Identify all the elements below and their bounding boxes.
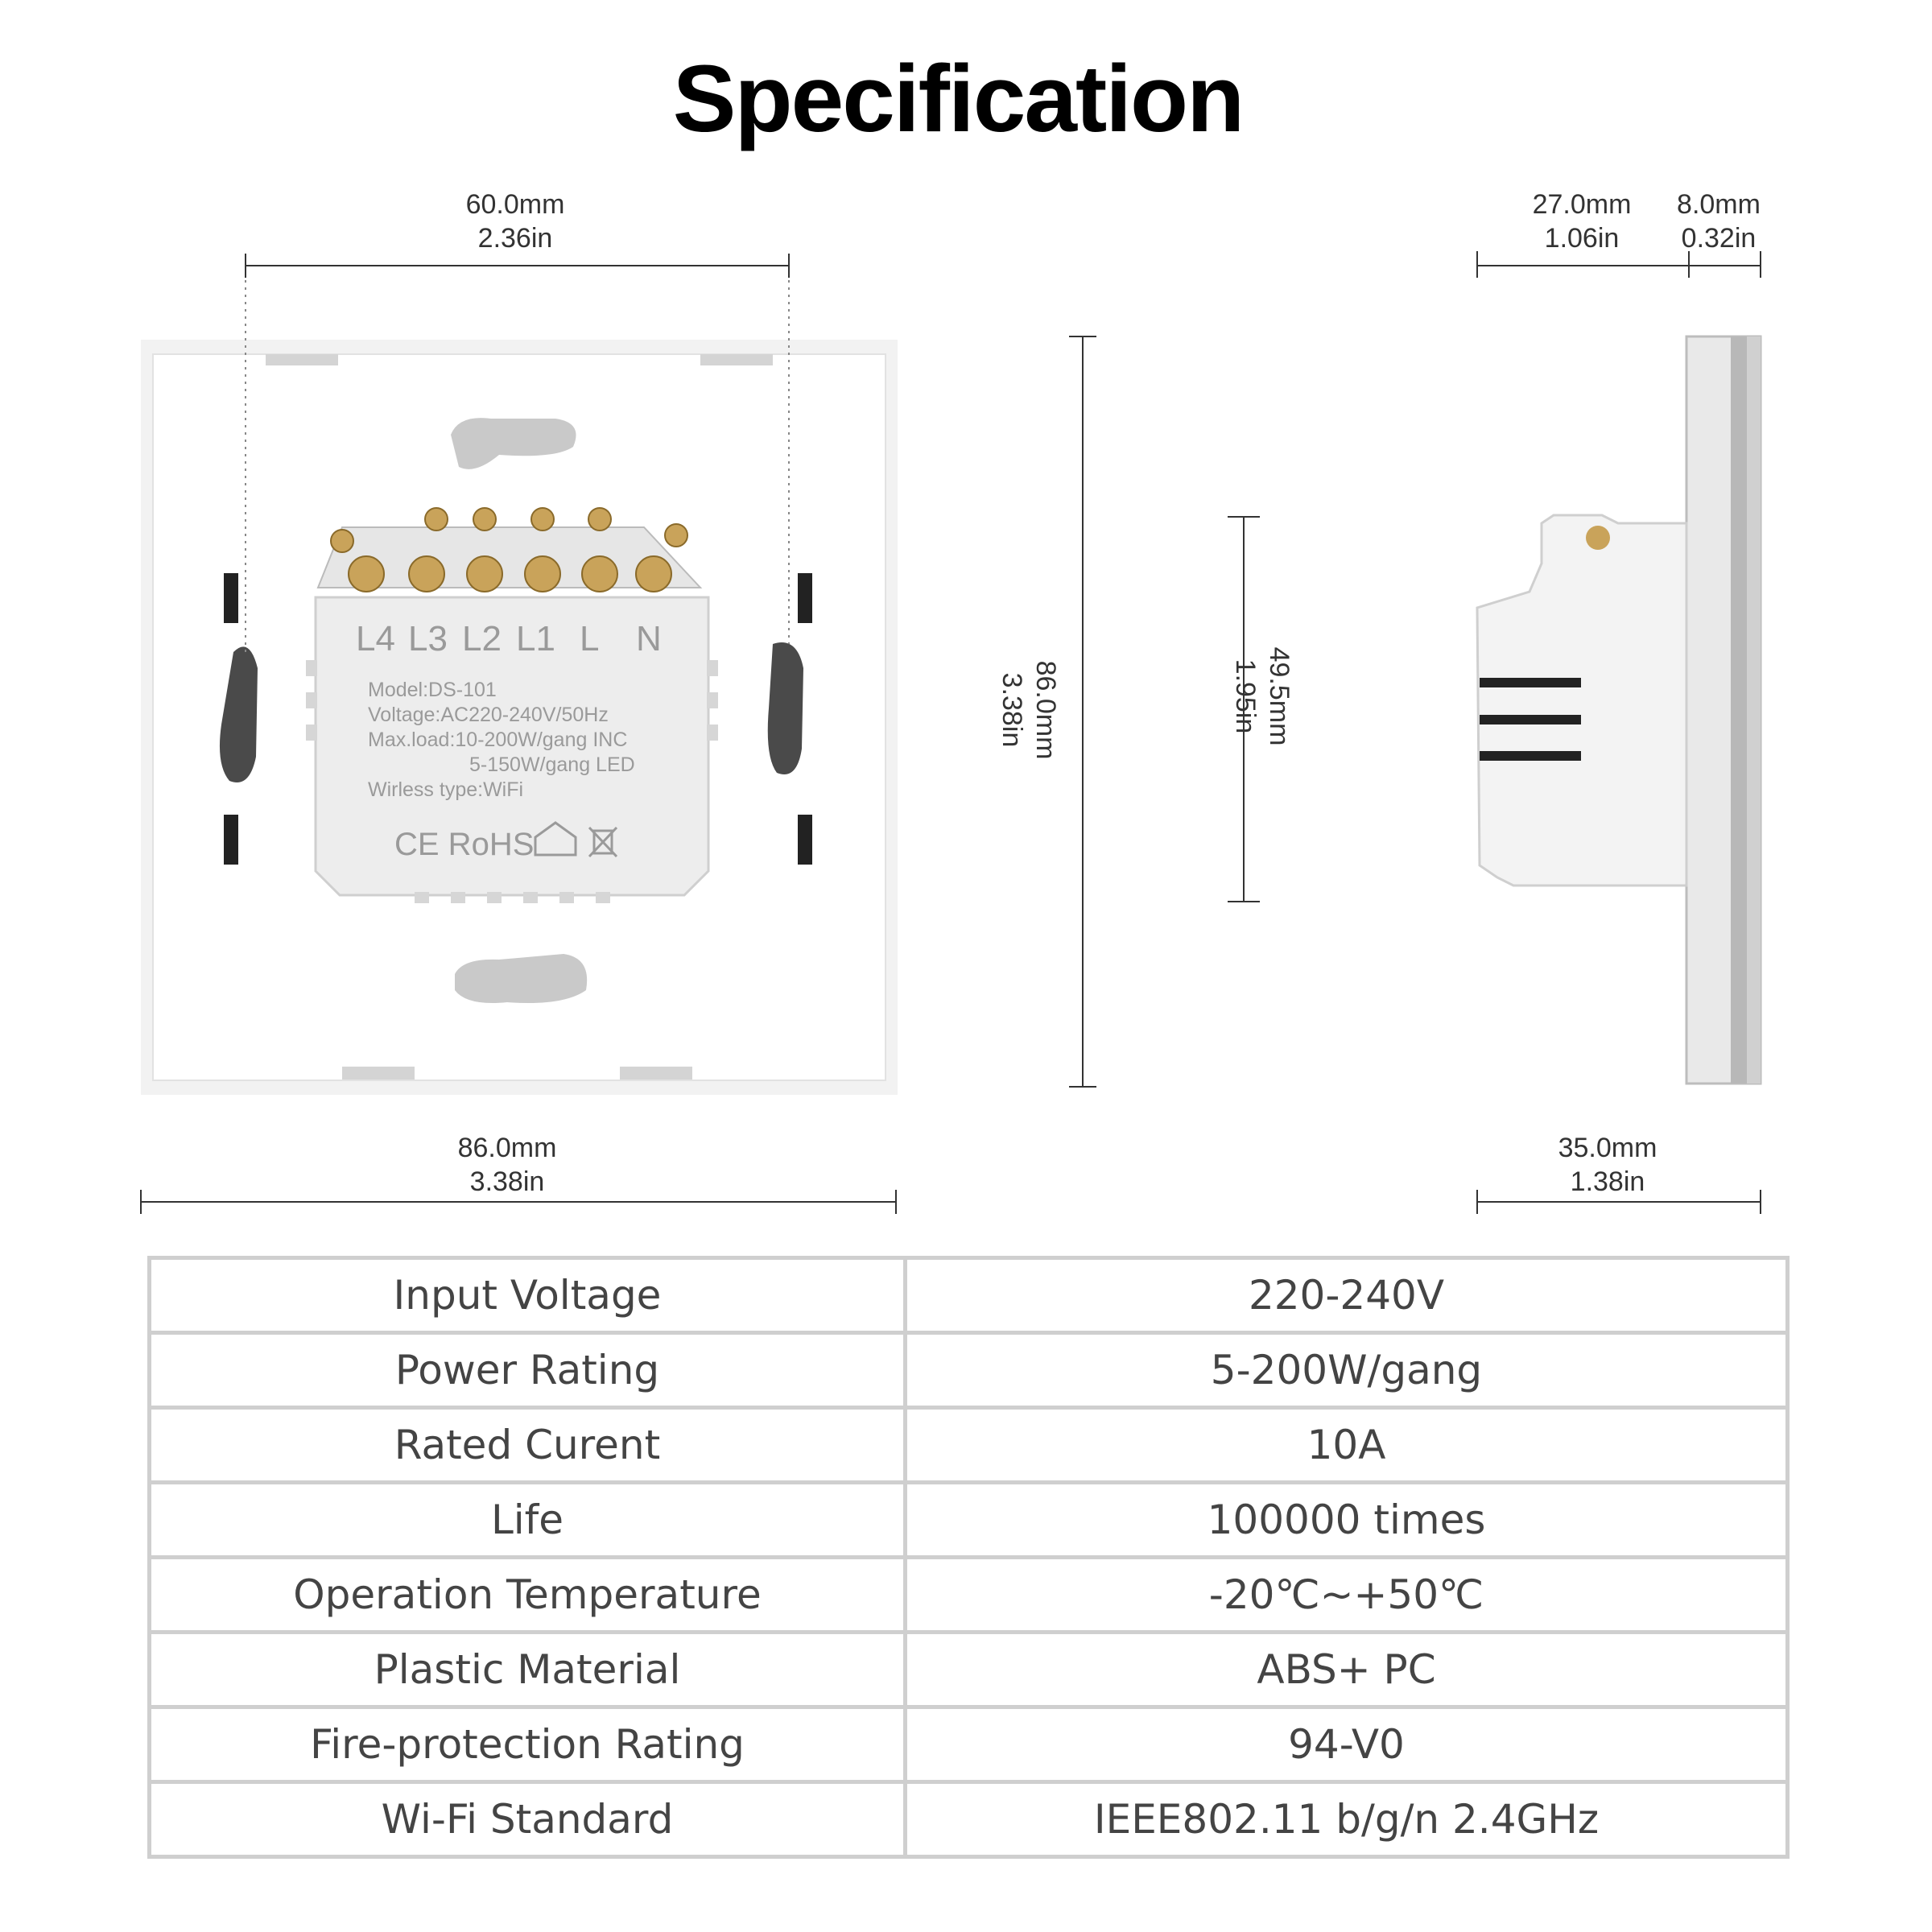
dim-in: 1.06in bbox=[1544, 223, 1620, 254]
table-row bbox=[150, 1258, 1788, 1333]
slot-left-bottom bbox=[224, 815, 238, 865]
dim-mm: 86.0mm bbox=[1030, 660, 1061, 760]
spec-value: -20℃~+50℃ bbox=[906, 1558, 1788, 1633]
terminal-label: L bbox=[580, 619, 600, 658]
spec-key: Operation Temperature bbox=[150, 1558, 906, 1633]
label-maxload-inc: Max.load:10-200W/gang INC bbox=[368, 729, 628, 751]
spec-key: Fire-protection Rating bbox=[150, 1707, 906, 1782]
table-row bbox=[150, 1408, 1788, 1483]
table-row bbox=[150, 1633, 1788, 1707]
label-cert-marks: CE RoHS bbox=[394, 827, 535, 862]
label-wireless: Wirless type:WiFi bbox=[368, 778, 524, 801]
spec-table-body bbox=[150, 1258, 1788, 1857]
spec-value: 5-200W/gang bbox=[906, 1333, 1788, 1408]
terminal-label: L4 bbox=[356, 619, 395, 658]
table-row bbox=[150, 1707, 1788, 1782]
table-row bbox=[150, 1782, 1788, 1857]
terminal-label: L3 bbox=[408, 619, 448, 658]
dim-front-height bbox=[995, 630, 1063, 791]
dim-side-plate-depth bbox=[1654, 188, 1783, 255]
clip-bottom-right bbox=[620, 1067, 692, 1080]
slot-hole-right bbox=[768, 642, 803, 774]
side-terminal-screw bbox=[1586, 526, 1610, 550]
clip-bottom-left bbox=[342, 1067, 415, 1080]
terminal-label: L1 bbox=[516, 619, 555, 658]
spec-value: 220-240V bbox=[906, 1258, 1788, 1333]
dim-side-body-depth bbox=[1501, 188, 1662, 255]
dim-front-hole-width bbox=[435, 188, 596, 255]
dim-in: 2.36in bbox=[477, 223, 553, 254]
label-voltage: Voltage:AC220-240V/50Hz bbox=[368, 704, 609, 726]
front-view bbox=[141, 266, 898, 1095]
weee-bin-icon bbox=[589, 828, 617, 857]
dim-front-width bbox=[427, 1131, 588, 1199]
screw-hole-bottom bbox=[455, 954, 587, 1003]
terminal-label: N bbox=[636, 619, 662, 658]
page-title: Specification bbox=[672, 46, 1244, 152]
spec-key: Power Rating bbox=[150, 1333, 906, 1408]
label-maxload-led: 5-150W/gang LED bbox=[469, 753, 635, 776]
side-view bbox=[1477, 336, 1761, 1084]
spec-key: Plastic Material bbox=[150, 1633, 906, 1707]
dim-mm: 27.0mm bbox=[1532, 189, 1632, 220]
side-body bbox=[1477, 515, 1686, 886]
dim-mm: 60.0mm bbox=[465, 189, 565, 220]
dim-side-total-depth bbox=[1527, 1131, 1688, 1199]
slot-right-bottom bbox=[798, 815, 812, 865]
spec-value: ABS+ PC bbox=[906, 1633, 1788, 1707]
label-model: Model:DS-101 bbox=[368, 679, 497, 701]
dim-mm: 8.0mm bbox=[1677, 189, 1761, 220]
dim-in: 1.95in bbox=[1230, 658, 1261, 734]
slot-right-top bbox=[798, 573, 812, 623]
terminal-label: L2 bbox=[462, 619, 502, 658]
spec-value: IEEE802.11 b/g/n 2.4GHz bbox=[906, 1782, 1788, 1857]
spec-key: Life bbox=[150, 1483, 906, 1558]
dim-in: 3.38in bbox=[469, 1166, 545, 1197]
dim-mm: 86.0mm bbox=[457, 1133, 557, 1163]
dim-in: 3.38in bbox=[997, 672, 1027, 748]
dim-mm: 35.0mm bbox=[1558, 1133, 1657, 1163]
spec-value: 94-V0 bbox=[906, 1707, 1788, 1782]
table-row bbox=[150, 1558, 1788, 1633]
spec-value: 100000 times bbox=[906, 1483, 1788, 1558]
clip-top-right bbox=[700, 354, 773, 365]
spec-value: 10A bbox=[906, 1408, 1788, 1483]
table-row bbox=[150, 1333, 1788, 1408]
dim-mm: 49.5mm bbox=[1264, 646, 1294, 746]
table-row bbox=[150, 1483, 1788, 1558]
dim-side-height bbox=[1228, 616, 1296, 777]
slot-left-top bbox=[224, 573, 238, 623]
spec-key: Wi-Fi Standard bbox=[150, 1782, 906, 1857]
dim-in: 0.32in bbox=[1681, 223, 1757, 254]
spec-table bbox=[147, 1256, 1790, 1859]
dim-in: 1.38in bbox=[1570, 1166, 1645, 1197]
side-plate-edge bbox=[1731, 336, 1747, 1084]
clip-top-left bbox=[266, 354, 338, 365]
spec-key: Input Voltage bbox=[150, 1258, 906, 1333]
spec-key: Rated Curent bbox=[150, 1408, 906, 1483]
